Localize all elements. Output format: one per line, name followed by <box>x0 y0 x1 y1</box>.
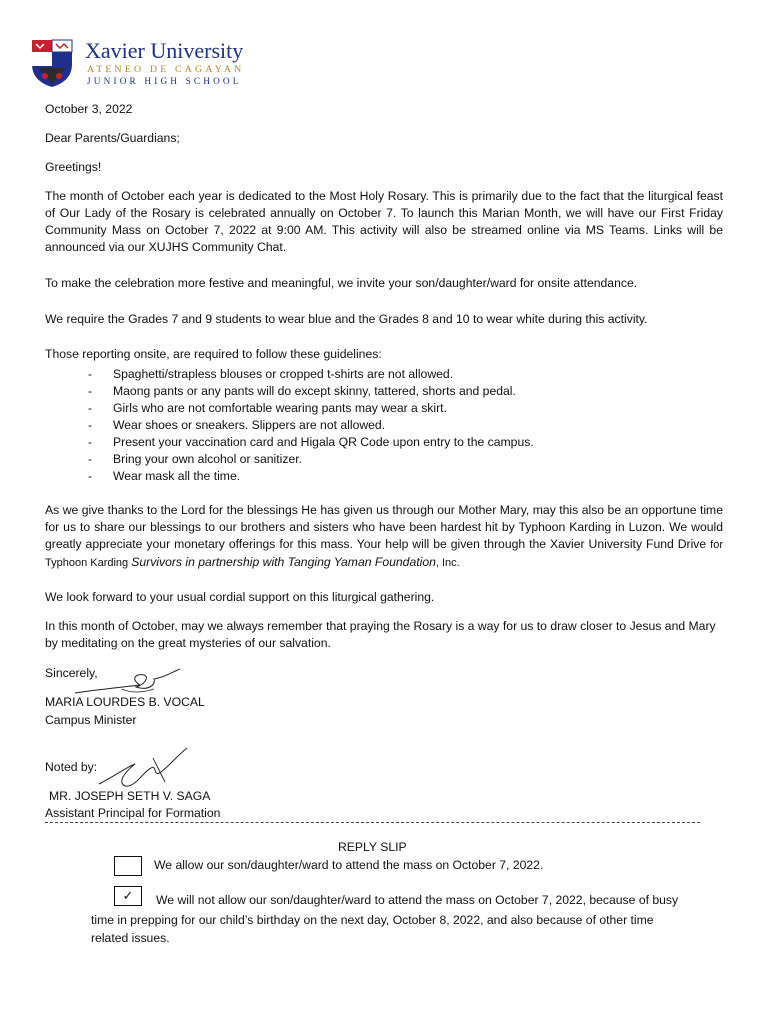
allow-option-label: We allow our son/daughter/ward to attend the mass on October 7, 2022. <box>154 858 544 872</box>
guidelines-intro: Those reporting onsite, are required to follow these guidelines: <box>45 347 382 361</box>
reply-slip-title: REPLY SLIP <box>338 840 407 854</box>
noted-by-label: Noted by: <box>45 760 98 774</box>
appeal-small-text: for Typhoon Karding <box>45 539 723 569</box>
appeal-main-text: As we give thanks to the Lord for the blessings He has given us through our Mother Mary, may this also be an opportune time for us to share our blessings to our brothers and sisters who have been hardest hit by Typhoon Karding in Luzon. We would greatly appreciate your monetary offerings for this mass. Your help will be given through the Xavier University Fund Drive <box>45 503 723 551</box>
check-mark-icon: ✓ <box>122 888 134 903</box>
paragraph-onsite-invite: To make the celebration more festive and meaningful, we invite your son/daughter/ward for onsite attendance. <box>45 276 638 290</box>
allow-checkbox[interactable] <box>114 856 142 876</box>
appeal-end-text: , Inc. <box>435 557 460 569</box>
cut-line-divider <box>45 822 700 823</box>
signer-saga-title: Assistant Principal for Formation <box>45 806 221 820</box>
not-allow-option-line1: We will not allow our son/daughter/ward to attend the mass on October 7, 2022, because of busy <box>156 893 679 907</box>
university-subtitle: ATENEO DE CAGAYAN <box>87 64 245 75</box>
paragraph-rosary-intro: The month of October each year is dedicated to the Most Holy Rosary. This is primarily due to the fact that the liturgical feast of Our Lady of the Rosary is celebrated annually on October 7. To launch this Marian Month, we will have our First Friday Community Mass on October 7, 2022 at 9:00 AM. This activity will also be streamed online via MS Teams. Links will be announced via our XUJHS Community Chat. <box>45 189 723 254</box>
guideline-item: - Maong pants or any pants will do except skinny, tattered, shorts and pedal. <box>88 383 534 400</box>
guideline-item: - Wear shoes or sneakers. Slippers are not allowed. <box>88 417 534 434</box>
letter-date: October 3, 2022 <box>45 102 133 116</box>
paragraph-closing-prayer: In this month of October, may we always remember that praying the Rosary is a way for us to draw closer to Jesus and Mary by meditating on the great mysteries of our salvation. <box>45 619 716 650</box>
signer-vocal-title: Campus Minister <box>45 713 137 727</box>
guideline-item: - Wear mask all the time. <box>88 468 534 485</box>
guidelines-list <box>88 366 534 485</box>
guideline-item: - Spaghetti/strapless blouses or cropped t-shirts are not allowed. <box>88 366 534 383</box>
guideline-item: - Present your vaccination card and Higala QR Code upon entry to the campus. <box>88 434 534 451</box>
signer-saga-name: MR. JOSEPH SETH V. SAGA <box>49 789 211 803</box>
paragraph-dress-code: We require the Grades 7 and 9 students to wear blue and the Grades 8 and 10 to wear white during this activity. <box>45 312 648 326</box>
letterhead <box>30 38 290 88</box>
not-allow-option-line3: related issues. <box>91 931 170 945</box>
greeting: Greetings! <box>45 160 102 174</box>
university-crest-icon <box>30 38 74 88</box>
salutation: Dear Parents/Guardians; <box>45 131 180 145</box>
school-name: JUNIOR HIGH SCHOOL <box>87 76 242 86</box>
guideline-item: - Bring your own alcohol or sanitizer. <box>88 451 534 468</box>
guideline-item: - Girls who are not comfortable wearing pants may wear a skirt. <box>88 400 534 417</box>
paragraph-typhoon-appeal <box>45 502 723 572</box>
appeal-italic-text: Survivors in partnership with Tanging Yaman Foundation <box>131 555 436 569</box>
paragraph-support: We look forward to your usual cordial support on this liturgical gathering. <box>45 590 435 604</box>
university-name: Xavier University <box>85 38 244 63</box>
signer-vocal-name: MARIA LOURDES B. VOCAL <box>45 695 205 709</box>
not-allow-option-line2: time in prepping for our child’s birthday on the next day, October 8, 2022, and also because of other time <box>91 913 654 927</box>
not-allow-checkbox[interactable] <box>114 886 142 906</box>
closing: Sincerely, <box>45 666 98 680</box>
